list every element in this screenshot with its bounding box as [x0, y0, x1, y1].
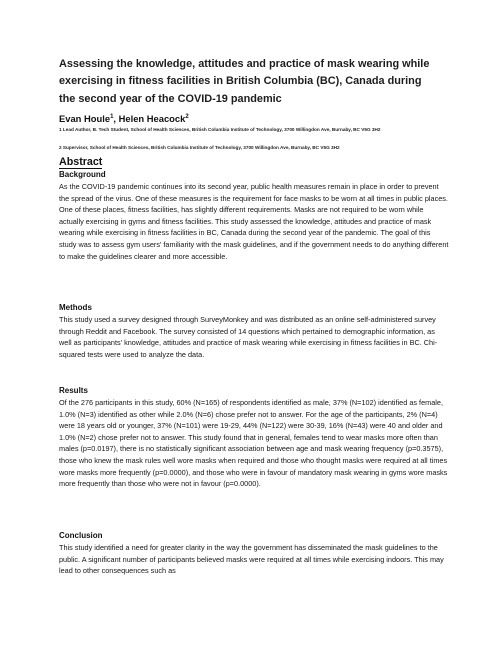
section-text-conclusion: This study identified a need for greater clarity in the way the government has disseminated the mask guidelines to the public. A significant number of participants believed masks were required at all times while exercising indoors. This may lead to other consequences such as [59, 543, 444, 576]
author-superscript: 1 [110, 113, 114, 120]
paper-title: Assessing the knowledge, attitudes and practice of mask wearing while exercising in fitness facilities in British Columbia (BC), Canada during the second year of the COVID-19 pandemic [59, 58, 430, 105]
section-text-results: Of the 276 participants in this study, 60% (N=165) of respondents identified as male, 37% (N=102) identified as female, 1.0% (N=3) identified as other while 2.0% (N=6) chose prefer not to answer. For the age of the participants, 2% (N=4) were 18 years old or younger, 37% (N=101) were 19-29, 44% (N=122) were 30-39, 16% (N=43) were 40 and older and 1.0% (N=2) chose prefer not to answer. This study found that in general, females tend to wear masks more often than males (p=0.0197), there is no statistically significant association between age and mask wearing frequency (p=0.3575), those who knew the mask rules well wore masks when required and those who thought masks were required at all times wore masks more frequently (p=0.0000), and those who were in favour of mandatory mask wearing in gyms wore masks more frequently than those who were not in favour (p=0.0000). [59, 398, 448, 489]
author-name: Evan Houle [59, 113, 111, 124]
section-heading-methods: Methods [59, 303, 92, 312]
affiliation: 2 Supervisor, School of Health Sciences, British Columbia Institute of Technology, 3700 Willingdon Ave, Burnaby, BC V5G 3H2 [59, 145, 340, 150]
author-superscript: 2 [185, 113, 189, 120]
section-text-background: As the COVID-19 pandemic continues into its second year, public health measures remain in place in order to prevent the spread of the virus. One of these measures is the requirement for face masks to be worn at all times in public places. One of these places, fitness facilities, has slightly different requirements. Masks are not required to be worn while actually exercising in gyms and fitness facilities. This study assessed the knowledge, attitudes and practice of mask wearing while exercising in fitness facilities in BC, Canada during the second year of the pandemic. The goal of this study was to assess gym users' familiarity with the mask guidelines, and if the government needs to do anything different to make the guidelines clearer and more accessible. [59, 182, 449, 261]
affiliation: 1 Lead Author, B. Tech Student, School of Health Sciences, British Columbia Institute of Technology, 3700 Willingdon Ave, Burnaby, BC V5G 3H2 [59, 127, 381, 132]
section-text-methods: This study used a survey designed through SurveyMonkey and was distributed as an online self-administered survey through Reddit and Facebook. The survey consisted of 14 questions which pertained to demographic information, as well as participants' knowledge, attitudes and practice of mask wearing while exercising in fitness facilities in BC. Chi-squared tests were used to analyze the data. [59, 315, 438, 359]
section-heading-results: Results [59, 386, 88, 395]
author-line [59, 113, 189, 125]
section-heading-conclusion: Conclusion [59, 531, 103, 540]
author-name: Helen Heacock [118, 113, 186, 124]
abstract-heading: Abstract [59, 156, 103, 168]
section-heading-background: Background [59, 170, 106, 179]
author-separator: , [113, 113, 119, 124]
